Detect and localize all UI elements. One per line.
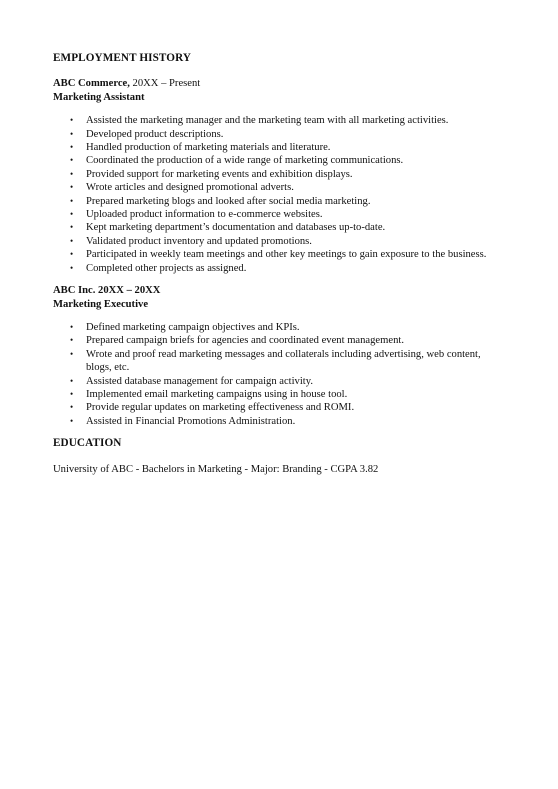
job-company: ABC Inc. 20XX – 20XX: [53, 285, 161, 297]
job-company-line: [53, 77, 493, 90]
job-entry: [53, 284, 493, 428]
duty-list: [53, 321, 493, 428]
duty-list: [53, 114, 493, 275]
duty-item: • Kept marketing department’s documentation and databases up-to-date.: [70, 222, 386, 234]
duty-item: • Assisted database management for campaign activity.: [70, 375, 313, 387]
duty-item: • Completed other projects as assigned.: [70, 262, 247, 274]
bullet-icon: •: [70, 348, 74, 359]
duty-item: • Developed product descriptions.: [70, 128, 224, 140]
bullet-icon: •: [70, 375, 74, 386]
bullet-icon: •: [70, 321, 74, 332]
duty-item: • Defined marketing campaign objectives and KPIs.: [70, 321, 300, 333]
duty-item: • Handled production of marketing materials and literature.: [70, 142, 331, 154]
job-company-line: [53, 284, 493, 297]
duty-item: • Provide regular updates on marketing effectiveness and ROMI.: [70, 402, 355, 414]
education-entry: University of ABC - Bachelors in Marketing - Major: Branding - CGPA 3.82: [53, 463, 379, 475]
duty-item: • Validated product inventory and updated promotions.: [70, 235, 312, 247]
duty-item: • Assisted in Financial Promotions Administration.: [70, 415, 296, 427]
bullet-icon: •: [70, 155, 74, 166]
bullet-icon: •: [70, 195, 74, 206]
bullet-icon: •: [70, 222, 74, 233]
bullet-icon: •: [70, 142, 74, 153]
duty-item: • Coordinated the production of a wide range of marketing communications.: [70, 155, 404, 167]
duty-item: • Provided support for marketing events and exhibition displays.: [70, 168, 353, 180]
duty-item: • Wrote articles and designed promotional adverts.: [70, 182, 294, 194]
bullet-icon: •: [70, 128, 74, 139]
job-title: Marketing Executive: [53, 298, 149, 310]
bullet-icon: •: [70, 235, 74, 246]
employment-history-heading: EMPLOYMENT HISTORY: [53, 52, 192, 64]
duty-item: • Prepared marketing blogs and looked after social media marketing.: [70, 195, 371, 207]
duty-item: • Prepared campaign briefs for agencies and coordinated event management.: [70, 335, 404, 347]
education-heading: EDUCATION: [53, 437, 122, 450]
bullet-icon: •: [70, 168, 74, 179]
bullet-icon: •: [70, 402, 74, 413]
bullet-icon: •: [70, 335, 74, 346]
resume-page: [53, 52, 493, 476]
job-company: ABC Commerce,: [53, 78, 130, 90]
bullet-icon: •: [70, 262, 74, 273]
duty-item: • Uploaded product information to e-commerce websites.: [70, 209, 323, 221]
duty-item: • Participated in weekly team meetings and other key meetings to gain exposure to the business.: [70, 249, 487, 261]
duty-item: • Implemented email marketing campaigns using in house tool.: [70, 388, 348, 400]
duty-item: • Wrote and proof read marketing messages and collaterals including advertising, web content, blogs, etc.: [70, 348, 481, 374]
duty-item: • Assisted the marketing manager and the marketing team with all marketing activities.: [70, 115, 449, 127]
job-title: Marketing Assistant: [53, 91, 145, 103]
bullet-icon: •: [70, 209, 74, 220]
bullet-icon: •: [70, 388, 74, 399]
job-entry: [53, 77, 493, 275]
bullet-icon: •: [70, 415, 74, 426]
bullet-icon: •: [70, 115, 74, 126]
bullet-icon: •: [70, 182, 74, 193]
job-dates: 20XX – Present: [129, 78, 201, 90]
bullet-icon: •: [70, 249, 74, 260]
